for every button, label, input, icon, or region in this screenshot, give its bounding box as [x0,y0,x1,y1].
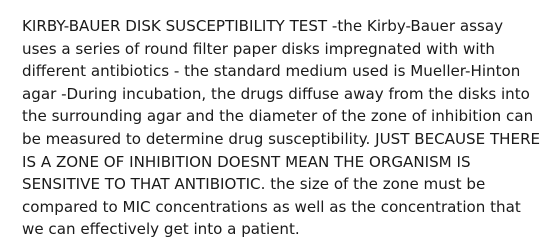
body-text: KIRBY-BAUER DISK SUSCEPTIBILITY TEST -the Kirby-Bauer assay uses a series of round filter paper disks impregnated with with different antibiotics - the standard medium used is Mueller-Hinton agar -During incubation, the drugs diffuse away from the disks into the surrounding agar and the diameter of the zone of inhibition can be measured to determine drug susceptibility. JUST BECAUSE THERE IS A ZONE OF INHIBITION DOESNT MEAN THE ORGANISM IS SENSITIVE TO THAT ANTIBIOTIC. the size of the zone must be compared to MIC concentrations as well as the concentration that we can effectively get into a patient. [22,17,541,239]
